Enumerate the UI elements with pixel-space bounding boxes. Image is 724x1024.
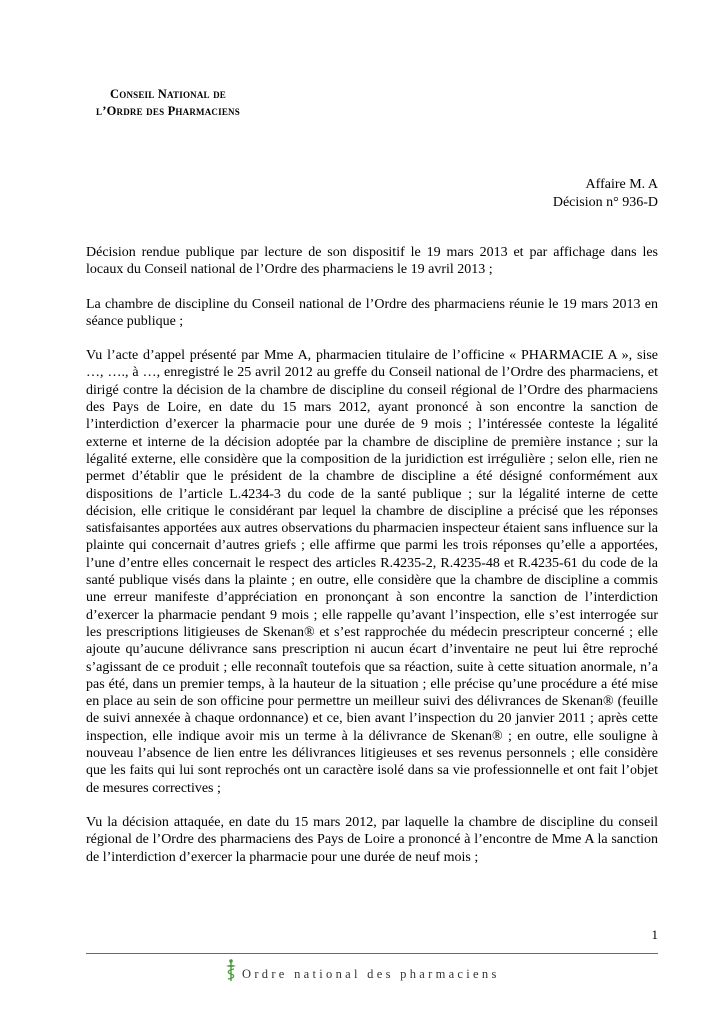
paragraph: Vu la décision attaquée, en date du 15 mars 2012, par laquelle la chambre de discipline du conseil régional de l’Ordre des pharmaciens des Pays de Loire a prononcé à l’encontre de Mme A la sanction de l’interdiction d’exercer la pharmacie pour une durée de neuf mois ;	[86, 814, 658, 865]
footer-text: Ordre national des pharmaciens	[242, 967, 500, 981]
paragraph: Décision rendue publique par lecture de son dispositif le 19 mars 2013 et par affichage dans les locaux du Conseil national de l’Ordre des pharmaciens le 19 avril 2013 ;	[86, 245, 658, 278]
header-line-2: l’Ordre des Pharmaciens	[96, 104, 240, 118]
document-body	[86, 244, 658, 883]
document-header	[78, 86, 258, 120]
caduceus-icon	[222, 958, 240, 982]
footer-divider	[86, 953, 658, 954]
paragraph: La chambre de discipline du Conseil national de l’Ordre des pharmaciens réunie le 19 mars 2013 en séance publique ;	[86, 296, 658, 329]
case-reference	[553, 176, 658, 212]
header-line-1: Conseil National de	[110, 87, 226, 101]
page-number: 1	[651, 927, 658, 942]
page-footer	[222, 958, 500, 982]
decision-number: Décision n° 936-D	[552, 195, 658, 210]
paragraph: Vu l’acte d’appel présenté par Mme A, pharmacien titulaire de l’officine « PHARMACIE A », sise …, …., à …, enregistré le 25 avril 2012 au greffe du Conseil national de l’Ordre des pharmaciens, et dirigé contre la décision de la chambre de discipline du conseil régional de l’Ordre des pharmaciens des Pays de Loire, en date du 15 mars 2012, ayant prononcé à son encontre la sanction de l’interdiction d’exercer la pharmacie pour une durée de 9 mois ; l’intéressée conteste la légalité externe et interne de la décision adoptée par la chambre de discipline de première instance ; sur la légalité externe, elle considère que la composition de la juridiction est irrégulière ; selon elle, rien ne permet d’établir que le président de la chambre de discipline a été désigné conformément aux dispositions de l’article L.4234-3 du code de la santé publique ; sur la légalité interne de cette décision, elle critique le considérant par lequel la chambre de discipline a précisé que les réponses satisfaisantes apportées aux autres observations du pharmacien inspecteur étaient sans influence sur la plainte qui concernait d’autres griefs ; elle affirme que parmi les trois réponses qu’elle a apportées, l’une d’entre elles concernait le respect des articles R.4235-2, R.4235-48 et R.4235-61 du code de la santé publique visés dans la plainte ; en outre, elle considère que la chambre de discipline a commis une erreur manifeste d’appréciation en prononçant à son encontre la sanction de l’interdiction d’exercer la pharmacie pendant 9 mois ; elle rappelle qu’avant l’inspection, elle s’est interrogée sur les prescriptions litigieuses de Skenan® et s’est rapprochée du médecin prescripteur concerné ; elle ajoute qu’aucune délivrance sans prescription ni aucun écart d’inventaire ne peut lui être reproché s’agissant de ce produit ; elle reconnaît toutefois que sa réaction, suite à cette situation anormale, n’a pas été, dans un premier temps, à la hauteur de la situation ; elle précise qu’une procédure a été mise en place au sein de son officine pour permettre un meilleur suivi des délivrances de Skenan® (feuille de suivi annexée à chaque ordonnance) et ce, bien avant l’inspection du 20 janvier 2011 ; après cette inspection, elle indique avoir mis un terme à la délivrance de Skenan® ; en outre, elle souligne à nouveau l’absence de lien entre les délivrances litigieuses et ses revenus personnels ; elle considère que les faits qui lui sont reprochés ont un caractère isolé dans sa vie professionnelle et ont fait l’objet de mesures correctives ;	[86, 348, 658, 796]
affaire-label: Affaire M. A	[585, 177, 658, 192]
